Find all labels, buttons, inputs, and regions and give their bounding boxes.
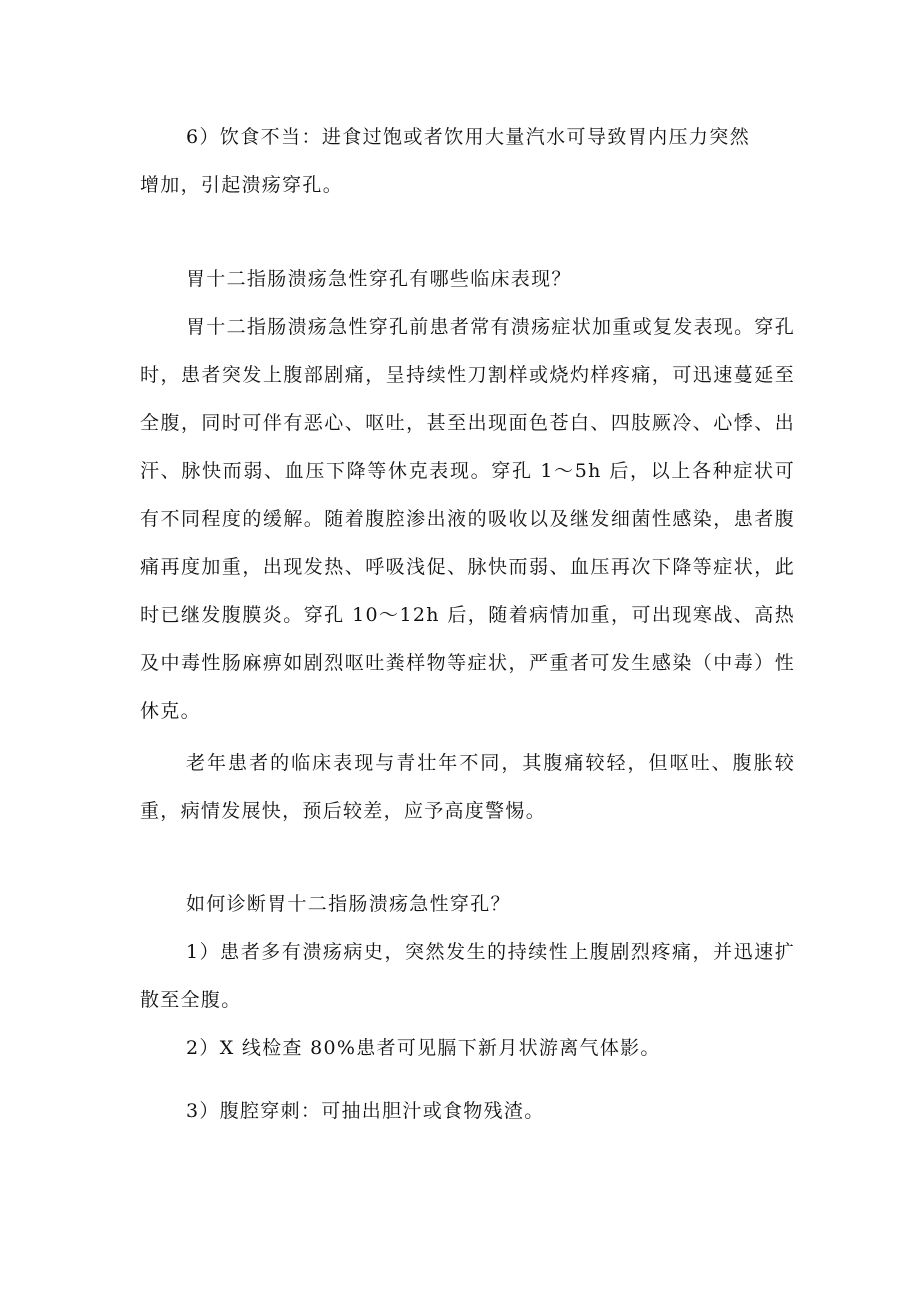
question-diagnosis: 如何诊断胃十二指肠溃疡急性穿孔？ [186, 893, 511, 915]
paragraph-clinical-manifestations: 胃十二指肠溃疡急性穿孔前患者常有溃疡症状加重或复发表现。穿孔时，患者突发上腹部剧痛，呈持续性刀割样或烧灼样疼痛，可迅速蔓延至全腹，同时可伴有恶心、呕吐，甚至出现面色苍白、四肢厥冷、心悸、出汗、脉快而弱、血压下降等休克表现。穿孔 1～5h 后，以上各种症状可有不同程度的缓解。随着腹腔渗出液的吸收以及继发细菌性感染，患者腹痛再度加重，出现发热、呼吸浅促、脉快而弱、血压再次下降等症状，此时已继发腹膜炎。穿孔 10～12h 后，随着病情加重，可出现寒战、高热及中毒性肠麻痹如剧烈呕吐粪样物等症状，严重者可发生感染（中毒）性休克。 [140, 316, 796, 722]
diagnosis-item-3: 3）腹腔穿刺：可抽出胆汁或食物残渣。 [186, 1100, 545, 1122]
diagnosis-item-2: 2）X 线检查 80%患者可见膈下新月状游离气体影。 [186, 1037, 661, 1059]
diagnosis-item-1: 1）患者多有溃疡病史，突然发生的持续性上腹剧烈疼痛，并迅速扩散至全腹。 [140, 941, 795, 1011]
paragraph-elderly-patients: 老年患者的临床表现与青壮年不同，其腹痛较轻，但呕吐、腹胀较重，病情发展快，预后较差，应予高度警惕。 [140, 752, 795, 822]
paragraph-diet: 6）饮食不当：进食过饱或者饮用大量汽水可导致胃内压力突然增加，引起溃疡穿孔。 [140, 126, 750, 196]
question-clinical-manifestations: 胃十二指肠溃疡急性穿孔有哪些临床表现？ [186, 268, 572, 290]
